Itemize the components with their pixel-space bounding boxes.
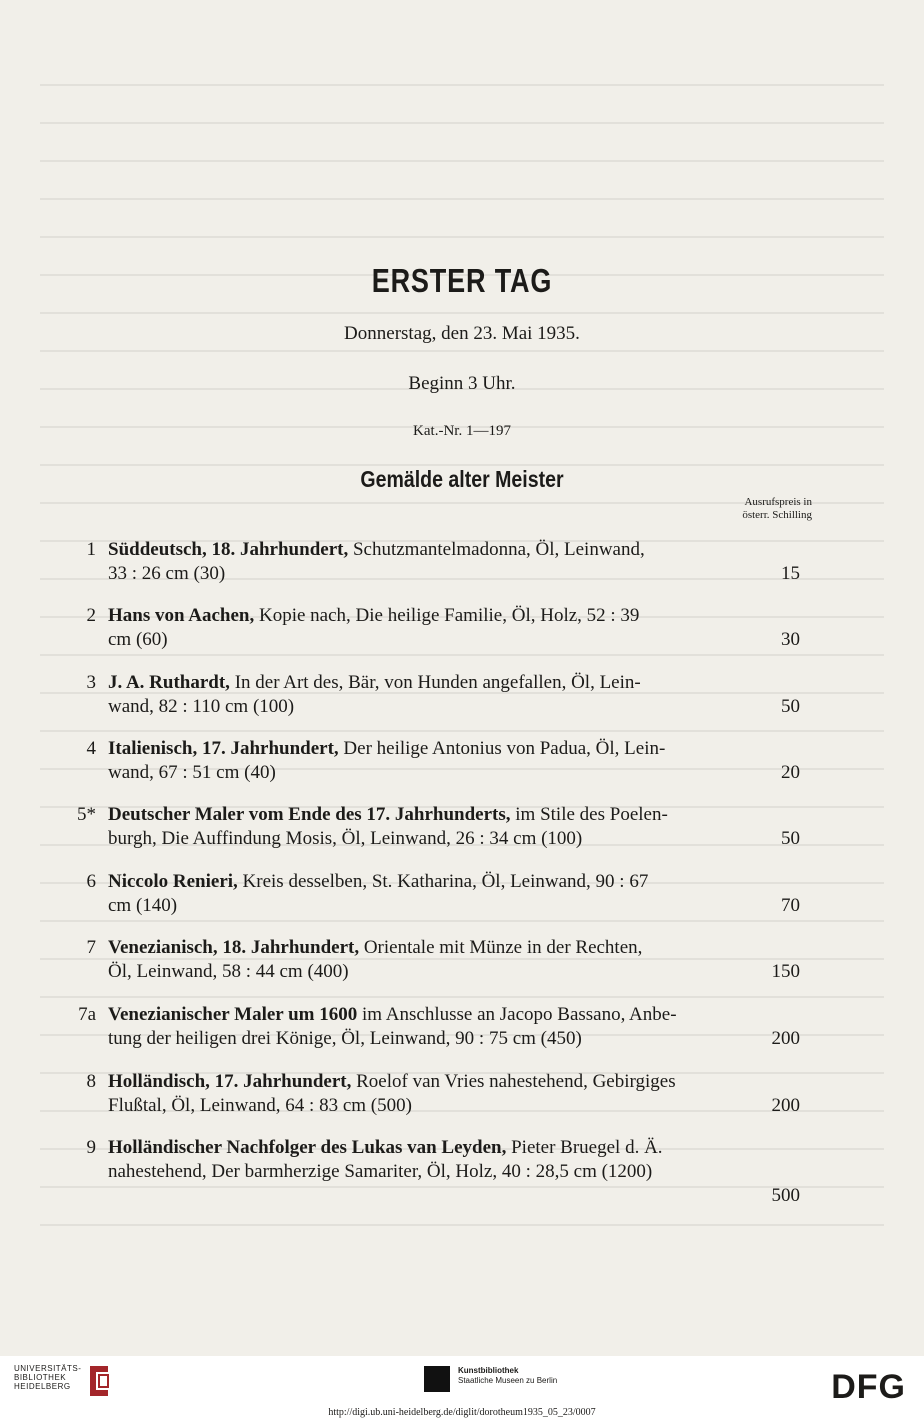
entry-description: In der Art des, Bär, von Hunden angefallen, Öl, Lein- [229,672,641,693]
entry-heading: Venezianisch, 18. Jahrhundert, [108,937,360,958]
entry-number: 4 [86,738,96,759]
entry-price: 30 [781,629,800,650]
entry-line2: 33 : 26 cm (30) [108,563,226,584]
entry-text [108,737,800,761]
entry-heading: Hans von Aachen, [108,605,255,626]
page-title: ERSTER TAG [371,262,553,299]
entry-heading: Süddeutsch, 18. Jahrhundert, [108,539,349,560]
uni-line: HEIDELBERG [14,1382,71,1391]
price-note [742,496,812,522]
entry-line2: cm (60) [108,629,168,650]
entry-price: 15 [781,563,800,584]
entry-description: Pieter Bruegel d. Ä. [506,1137,663,1158]
entry-description: Orientale mit Münze in der Rechten, [359,937,643,958]
entry-price: 200 [771,1028,800,1049]
entry-price: 200 [771,1095,800,1116]
entry-heading: J. A. Ruthardt, [108,672,230,693]
entry-number: 7 [86,937,96,958]
entry-line2: Öl, Leinwand, 58 : 44 cm (400) [108,961,349,982]
entry-price: 50 [781,828,800,849]
entry-heading: Italienisch, 17. Jahrhundert, [108,738,339,759]
entry-description: Kreis desselben, St. Katharina, Öl, Leinwand, 90 : 67 [237,871,649,892]
entry-price: 150 [771,961,800,982]
entry-heading: Niccolo Renieri, [108,871,238,892]
catalog-range: Kat.-Nr. 1—197 [413,423,511,439]
entry-line2: burgh, Die Auffindung Mosis, Öl, Leinwand, 26 : 34 cm (100) [108,828,583,849]
heidelberg-logo-icon[interactable] [88,1364,110,1398]
entry-heading: Holländischer Nachfolger des Lukas van Leyden, [108,1137,507,1158]
entry-heading: Holländisch, 17. Jahrhundert, [108,1071,352,1092]
price-note-line: österr. Schilling [742,509,812,521]
entry-number: 7a [78,1004,96,1025]
kunstbibliothek-logo-icon[interactable] [424,1366,450,1392]
entry-price: 50 [781,696,800,717]
entry-line2: Flußtal, Öl, Leinwand, 64 : 83 cm (500) [108,1095,412,1116]
entry-description: Roelof van Vries nahestehend, Gebirgiges [351,1071,676,1092]
entry-number: 8 [86,1071,96,1092]
university-library-label [14,1364,81,1391]
entry-price: 20 [781,762,800,783]
entry-number: 1 [86,539,96,560]
entry-line2: wand, 67 : 51 cm (40) [108,762,276,783]
entry-heading: Venezianischer Maler um 1600 [108,1004,358,1025]
start-time: Beginn 3 Uhr. [408,373,516,394]
entry-price: 70 [781,895,800,916]
entry-line2: tung der heiligen drei Könige, Öl, Leinwand, 90 : 75 cm (450) [108,1028,582,1049]
source-url-link[interactable]: http://digi.ub.uni-heidelberg.de/diglit/dorotheum1935_05_23/0007 [328,1407,596,1418]
kunstbibliothek-label [458,1366,557,1386]
dfg-logo[interactable]: DFG [831,1368,906,1406]
auction-date: Donnerstag, den 23. Mai 1935. [344,323,580,344]
kb-line: Kunstbibliothek [458,1366,519,1375]
entry-line2: wand, 82 : 110 cm (100) [108,696,295,717]
entry-number: 9 [86,1137,96,1158]
entry-text [108,604,800,628]
uni-line: UNIVERSITÄTS- [14,1364,82,1373]
entry-text [108,1003,800,1027]
entry-description: im Stile des Poelen- [510,804,668,825]
entry-description: Kopie nach, Die heilige Familie, Öl, Holz, 52 : 39 [254,605,640,626]
entry-description: Der heilige Antonius von Padua, Öl, Lein- [338,738,666,759]
entry-number: 3 [86,672,96,693]
kb-line: Staatliche Museen zu Berlin [458,1376,558,1385]
section-heading: Gemälde alter Meister [360,466,564,492]
entry-text [108,538,800,562]
entry-description: im Anschlusse an Jacopo Bassano, Anbe- [357,1004,677,1025]
price-note-line: Ausrufspreis in [744,496,812,508]
entry-text [108,1136,800,1160]
entry-line2: cm (140) [108,895,178,916]
entry-line2: nahestehend, Der barmherzige Samariter, Öl, Holz, 40 : 28,5 cm (1200) [108,1161,653,1182]
uni-line: BIBLIOTHEK [14,1373,67,1382]
entry-description: Schutzmantelmadonna, Öl, Leinwand, [348,539,645,560]
entry-text [108,936,800,960]
entry-heading: Deutscher Maler vom Ende des 17. Jahrhunderts, [108,804,511,825]
entry-text [108,1070,800,1094]
entry-text [108,803,800,827]
entry-number: 6 [86,871,96,892]
entry-price: 500 [771,1185,800,1206]
entry-text [108,671,800,695]
entry-number: 2 [86,605,96,626]
entry-number: 5* [77,804,96,825]
entry-text [108,870,800,894]
